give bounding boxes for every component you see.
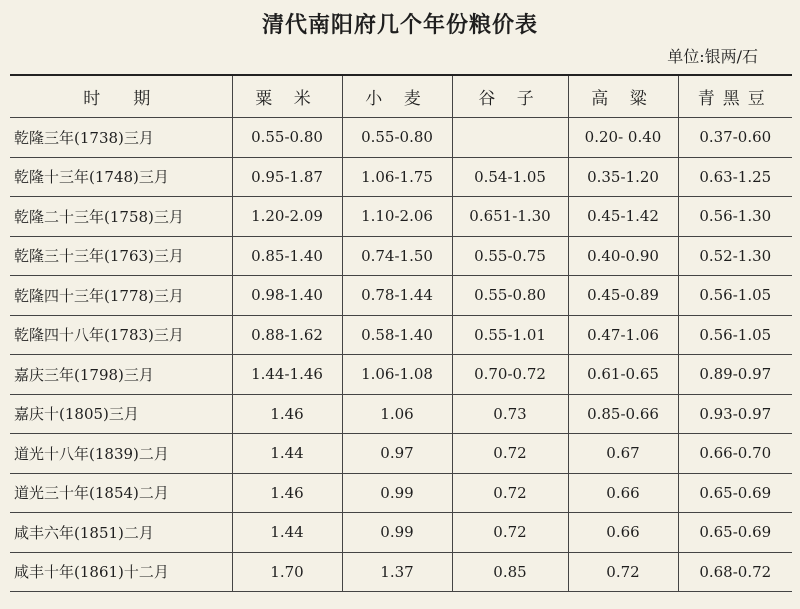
cell-black-bean: 0.93-0.97 xyxy=(678,394,792,434)
cell-grain: 0.55-1.01 xyxy=(452,315,568,355)
cell-black-bean: 0.56-1.30 xyxy=(678,197,792,237)
cell-grain: 0.72 xyxy=(452,434,568,474)
cell-sorghum: 0.66 xyxy=(568,473,678,513)
cell-grain: 0.72 xyxy=(452,473,568,513)
cell-grain: 0.72 xyxy=(452,513,568,553)
cell-wheat: 0.74-1.50 xyxy=(342,236,452,276)
cell-sorghum: 0.20- 0.40 xyxy=(568,118,678,158)
cell-millet: 1.44 xyxy=(232,513,342,553)
cell-millet: 1.46 xyxy=(232,473,342,513)
header-period: 时 期 xyxy=(10,75,232,118)
table-row xyxy=(10,118,792,158)
cell-period: 乾隆四十三年(1778)三月 xyxy=(10,276,232,316)
cell-wheat: 1.06 xyxy=(342,394,452,434)
table-row xyxy=(10,236,792,276)
cell-black-bean: 0.68-0.72 xyxy=(678,552,792,592)
cell-period: 道光三十年(1854)二月 xyxy=(10,473,232,513)
cell-wheat: 0.58-1.40 xyxy=(342,315,452,355)
table-row xyxy=(10,315,792,355)
cell-grain: 0.55-0.80 xyxy=(452,276,568,316)
cell-black-bean: 0.65-0.69 xyxy=(678,513,792,553)
table-row xyxy=(10,276,792,316)
table-row xyxy=(10,197,792,237)
table-title: 清代南阳府几个年份粮价表 xyxy=(261,12,538,38)
cell-millet: 0.98-1.40 xyxy=(232,276,342,316)
cell-wheat: 0.97 xyxy=(342,434,452,474)
cell-millet: 1.44 xyxy=(232,434,342,474)
header-millet: 粟 米 xyxy=(232,75,342,118)
cell-period: 嘉庆三年(1798)三月 xyxy=(10,355,232,395)
header-black-bean: 青黑豆 xyxy=(678,75,792,118)
header-row xyxy=(10,75,792,118)
table-row xyxy=(10,157,792,197)
cell-millet: 1.46 xyxy=(232,394,342,434)
cell-period: 嘉庆十(1805)三月 xyxy=(10,394,232,434)
header-sorghum: 高 粱 xyxy=(568,75,678,118)
cell-wheat: 1.06-1.08 xyxy=(342,355,452,395)
unit-note: 单位:银两/石 xyxy=(667,47,758,66)
cell-sorghum: 0.85-0.66 xyxy=(568,394,678,434)
cell-black-bean: 0.89-0.97 xyxy=(678,355,792,395)
cell-period: 咸丰六年(1851)二月 xyxy=(10,513,232,553)
table-row xyxy=(10,473,792,513)
cell-period: 道光十八年(1839)二月 xyxy=(10,434,232,474)
cell-black-bean: 0.37-0.60 xyxy=(678,118,792,158)
cell-sorghum: 0.47-1.06 xyxy=(568,315,678,355)
header-wheat: 小 麦 xyxy=(342,75,452,118)
cell-period: 乾隆二十三年(1758)三月 xyxy=(10,197,232,237)
cell-sorghum: 0.45-0.89 xyxy=(568,276,678,316)
cell-grain: 0.70-0.72 xyxy=(452,355,568,395)
cell-wheat: 0.99 xyxy=(342,473,452,513)
cell-black-bean: 0.63-1.25 xyxy=(678,157,792,197)
table-row xyxy=(10,434,792,474)
cell-sorghum: 0.72 xyxy=(568,552,678,592)
cell-grain: 0.55-0.75 xyxy=(452,236,568,276)
cell-grain xyxy=(452,118,568,158)
cell-period: 乾隆三年(1738)三月 xyxy=(10,118,232,158)
cell-millet: 0.55-0.80 xyxy=(232,118,342,158)
cell-black-bean: 0.56-1.05 xyxy=(678,315,792,355)
cell-black-bean: 0.66-0.70 xyxy=(678,434,792,474)
cell-wheat: 0.78-1.44 xyxy=(342,276,452,316)
cell-black-bean: 0.56-1.05 xyxy=(678,276,792,316)
cell-period: 乾隆三十三年(1763)三月 xyxy=(10,236,232,276)
cell-black-bean: 0.52-1.30 xyxy=(678,236,792,276)
cell-black-bean: 0.65-0.69 xyxy=(678,473,792,513)
cell-grain: 0.73 xyxy=(452,394,568,434)
table-row xyxy=(10,552,792,592)
cell-millet: 0.88-1.62 xyxy=(232,315,342,355)
cell-millet: 0.95-1.87 xyxy=(232,157,342,197)
cell-wheat: 1.10-2.06 xyxy=(342,197,452,237)
cell-sorghum: 0.45-1.42 xyxy=(568,197,678,237)
cell-period: 乾隆四十八年(1783)三月 xyxy=(10,315,232,355)
cell-wheat: 0.55-0.80 xyxy=(342,118,452,158)
cell-wheat: 1.37 xyxy=(342,552,452,592)
cell-grain: 0.85 xyxy=(452,552,568,592)
cell-period: 乾隆十三年(1748)三月 xyxy=(10,157,232,197)
cell-sorghum: 0.35-1.20 xyxy=(568,157,678,197)
cell-grain: 0.651-1.30 xyxy=(452,197,568,237)
cell-sorghum: 0.61-0.65 xyxy=(568,355,678,395)
cell-sorghum: 0.67 xyxy=(568,434,678,474)
cell-wheat: 0.99 xyxy=(342,513,452,553)
table-row xyxy=(10,513,792,553)
grain-price-table xyxy=(10,74,792,592)
table-row xyxy=(10,355,792,395)
cell-millet: 1.70 xyxy=(232,552,342,592)
cell-wheat: 1.06-1.75 xyxy=(342,157,452,197)
cell-millet: 1.20-2.09 xyxy=(232,197,342,237)
cell-period: 咸丰十年(1861)十二月 xyxy=(10,552,232,592)
table-row xyxy=(10,394,792,434)
cell-millet: 0.85-1.40 xyxy=(232,236,342,276)
cell-grain: 0.54-1.05 xyxy=(452,157,568,197)
cell-sorghum: 0.66 xyxy=(568,513,678,553)
cell-sorghum: 0.40-0.90 xyxy=(568,236,678,276)
header-grain: 谷 子 xyxy=(452,75,568,118)
cell-millet: 1.44-1.46 xyxy=(232,355,342,395)
